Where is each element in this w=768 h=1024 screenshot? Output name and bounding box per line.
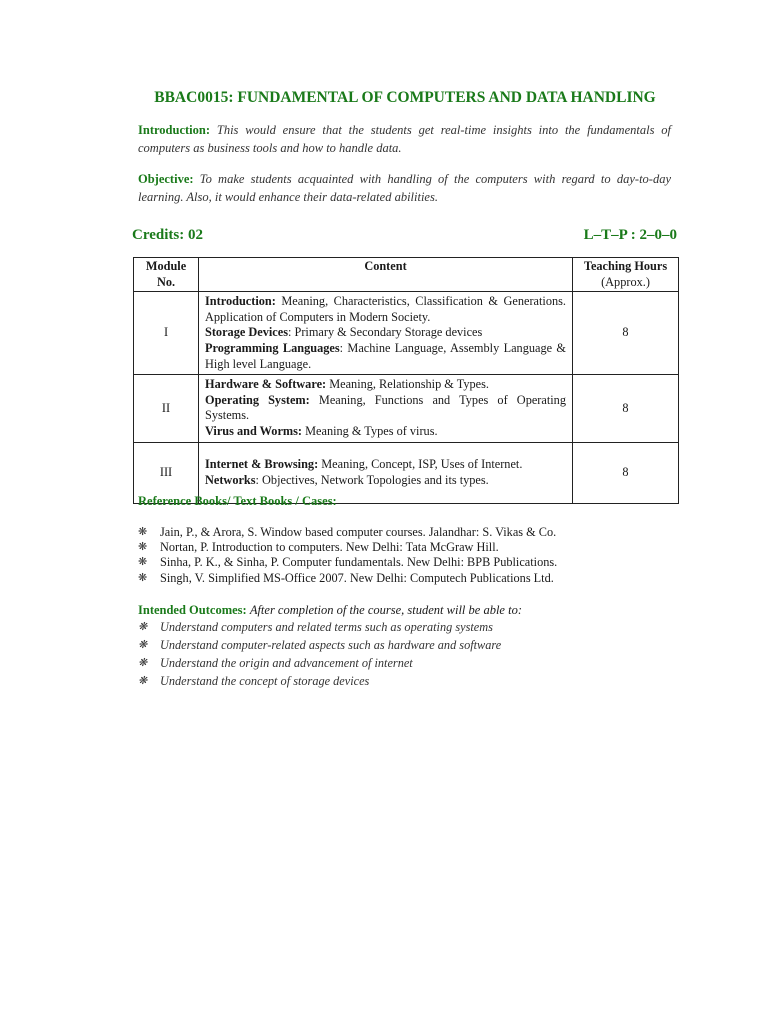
- module-header-line1: Module: [145, 259, 187, 273]
- content-line: [205, 393, 566, 424]
- module-number: II: [134, 375, 199, 442]
- flower-bullet-icon: ❋: [138, 571, 148, 584]
- content-detail: : Primary & Secondary Storage devices: [287, 325, 483, 340]
- outcomes-heading: [138, 603, 522, 618]
- references-list: [138, 525, 557, 586]
- outcome-text: Understand computers and related terms such as operating systems: [160, 620, 493, 634]
- module-header: [134, 258, 199, 292]
- list-item: [138, 525, 557, 540]
- content-topic: Internet & Browsing:: [205, 456, 319, 471]
- outcomes-list: [138, 618, 501, 690]
- content-line: [205, 341, 566, 372]
- outcome-text: Understand computer-related aspects such as hardware and software: [160, 638, 502, 652]
- content-line: [205, 473, 566, 489]
- teaching-hours: 8: [573, 375, 679, 442]
- list-item: [138, 618, 501, 636]
- content-detail: Meaning, Concept, ISP, Uses of Internet.: [318, 456, 523, 471]
- content-detail: : Machine Language, Assembly Language & High level Language.: [205, 340, 566, 371]
- ltp-label: L–T–P : 2–0–0: [583, 227, 677, 243]
- list-item: [138, 636, 501, 654]
- reference-text: Nortan, P. Introduction to computers. New Delhi: Tata McGraw Hill.: [160, 540, 499, 555]
- flower-bullet-icon: ❋: [138, 639, 148, 651]
- introduction-label: Introduction:: [138, 123, 211, 137]
- objective-text: To make students acquainted with handling of the computers with regard to day-to-day learning. Also, it would enhance their data-related abilities.: [138, 172, 671, 204]
- content-line: [205, 457, 566, 473]
- references-heading: Reference Books/ Text Books / Cases:: [138, 494, 337, 508]
- hours-header-line2: (Approx.): [601, 274, 650, 289]
- flower-bullet-icon: ❋: [138, 657, 148, 669]
- module-content: [199, 375, 573, 442]
- list-item: [138, 555, 557, 570]
- content-line: [205, 377, 566, 393]
- flower-bullet-icon: ❋: [138, 526, 148, 538]
- list-item: [138, 571, 557, 586]
- content-topic: Operating System:: [205, 392, 310, 407]
- reference-text: Singh, V. Simplified MS-Office 2007. New Delhi: Computech Publications Ltd.: [160, 570, 554, 585]
- hours-header-line1: Teaching Hours: [583, 259, 668, 273]
- introduction-text: This would ensure that the students get real-time insights into the fundamentals of computers as business tools and how to handle data.: [138, 123, 672, 155]
- content-detail: Meaning, Functions and Types of Operating Systems.: [205, 392, 566, 423]
- module-number: I: [134, 292, 199, 375]
- flower-bullet-icon: ❋: [138, 621, 148, 633]
- outcome-text: Understand the origin and advancement of internet: [160, 656, 413, 670]
- content-line: [205, 424, 566, 440]
- objective-paragraph: [138, 170, 671, 206]
- hours-header: [573, 258, 679, 292]
- content-topic: Hardware & Software:: [205, 377, 327, 392]
- content-line: [205, 325, 566, 341]
- course-title: BBAC0015: FUNDAMENTAL OF COMPUTERS AND DATA HANDLING: [154, 89, 656, 106]
- table-row: [134, 292, 679, 375]
- reference-text: Jain, P., & Arora, S. Window based computer courses. Jalandhar: S. Vikas & Co.: [160, 525, 557, 539]
- content-detail: Meaning & Types of virus.: [302, 423, 438, 438]
- outcome-text: Understand the concept of storage devices: [160, 674, 370, 688]
- list-item: [138, 654, 501, 672]
- credits-label: Credits: 02: [132, 227, 203, 243]
- module-header-line2: No.: [156, 274, 176, 289]
- reference-text: Sinha, P. K., & Sinha, P. Computer fundamentals. New Delhi: BPB Publications.: [160, 555, 558, 570]
- content-topic: Programming Languages: [205, 340, 340, 355]
- table-header-row: [134, 258, 679, 292]
- teaching-hours: 8: [573, 442, 679, 503]
- flower-bullet-icon: ❋: [138, 556, 148, 569]
- list-item: [138, 672, 501, 690]
- content-topic: Virus and Worms:: [205, 423, 303, 438]
- list-item: [138, 540, 557, 555]
- content-topic: Introduction:: [205, 294, 276, 309]
- content-line: [205, 294, 566, 325]
- table-row: [134, 375, 679, 442]
- teaching-hours: 8: [573, 292, 679, 375]
- flower-bullet-icon: ❋: [138, 541, 148, 554]
- content-topic: Networks: [205, 472, 256, 487]
- outcomes-intro: After completion of the course, student will be able to:: [249, 603, 522, 617]
- content-detail: Meaning, Characteristics, Classification & Generations. Application of Computers in Modern Society.: [205, 294, 566, 324]
- introduction-paragraph: [138, 121, 671, 157]
- content-detail: Meaning, Relationship & Types.: [326, 377, 489, 392]
- syllabus-table: [133, 257, 679, 504]
- outcomes-label: Intended Outcomes:: [138, 603, 247, 617]
- content-header: Content: [199, 258, 573, 292]
- module-content: [199, 292, 573, 375]
- content-detail: : Objectives, Network Topologies and its types.: [255, 472, 489, 487]
- flower-bullet-icon: ❋: [138, 675, 148, 687]
- objective-label: Objective:: [138, 172, 194, 186]
- credits-row: [132, 227, 677, 244]
- content-topic: Storage Devices: [205, 325, 288, 340]
- module-number: III: [134, 442, 199, 503]
